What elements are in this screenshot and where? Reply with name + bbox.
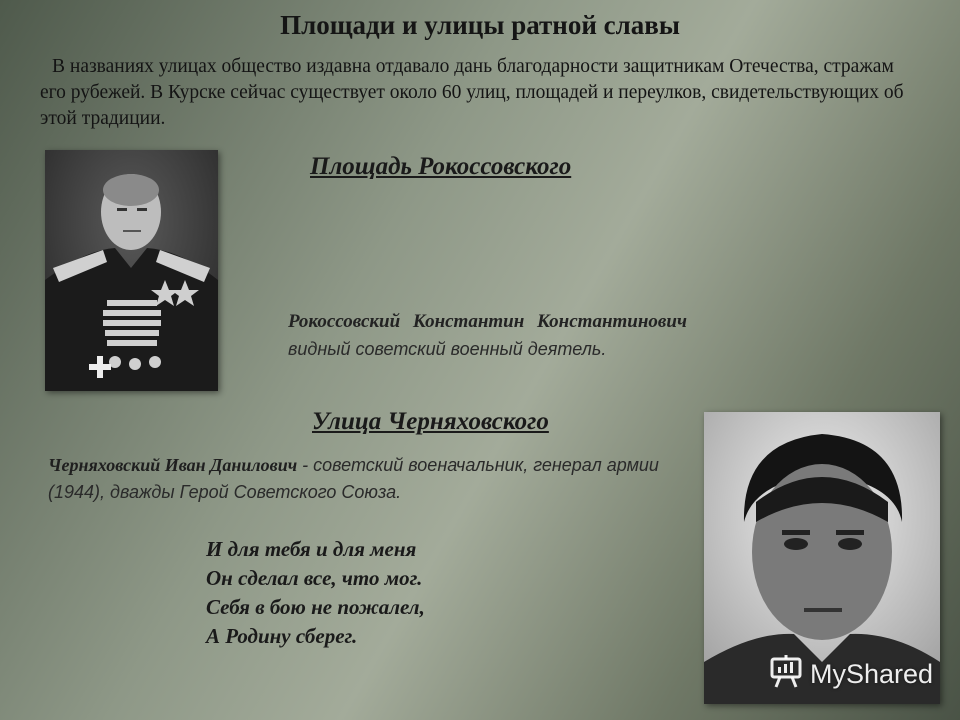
section1-heading: Площадь Рокоссовского [310,153,572,180]
poem-line: И для тебя и для меня [206,537,417,561]
rokossovsky-description: видный советский военный деятель. [288,339,607,359]
rokossovsky-portrait [45,150,218,391]
chernyakhovsky-paragraph [48,452,688,506]
rokossovsky-name: Рокоссовский Константин Константинович [288,311,687,332]
chernyakhovsky-description: - советский военачальник, генерал армии (1944), дважды Герой Советского Союза. [48,455,659,502]
slide-title: Площади и улицы ратной славы [280,10,680,40]
poem-line: Себя в бою не пожалел, [206,595,425,619]
intro-paragraph: В названиях улицах общество издавна отдавало дань благодарности защитникам Отечества, стражам его рубежей. В Курске сейчас существует около 60 улиц, площадей и переулков, свидетельствующих об этой традиции. [40,56,904,129]
chernyakhovsky-name: Черняховский Иван Данилович [48,455,298,475]
myshared-watermark [768,654,933,694]
watermark-text: MyShared [810,658,934,689]
presentation-board-icon [768,653,804,696]
section2-heading: Улица Черняховского [312,408,549,435]
poem-line: А Родину сберег. [206,624,358,648]
poem-line: Он сделал все, что мог. [206,566,423,590]
poem [206,535,425,651]
